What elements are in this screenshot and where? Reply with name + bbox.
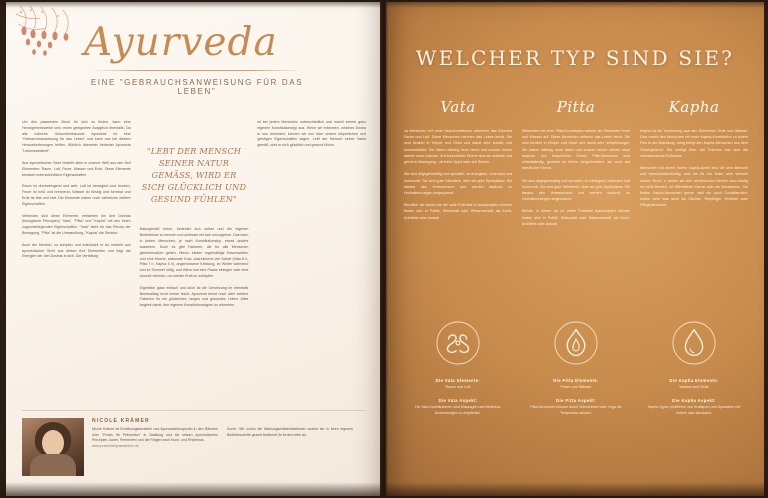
paragraph: Berufe, in denen sie ihr volles Potential ausschöpfen können finden sich in Politik, Wirtschaft oder Wissenschaft, als Koch, Architekt oder Anwalt. <box>522 209 630 226</box>
dosha-column-kapha <box>640 98 748 233</box>
water-drop-icon <box>671 320 717 366</box>
paragraph: Beruflich sie denen sie die volle Potential in ausschöpfen können finden sich in Politik, Wirtschaft oder Wissenschaft, als Koch, Architekt oder Anwalt. <box>404 203 512 220</box>
dosha-type-columns <box>404 98 748 233</box>
element-cell-pitta <box>522 320 630 417</box>
article-column-1 <box>22 120 131 400</box>
dosha-name-pitta: Pitta <box>556 98 596 116</box>
paragraph: Sie sind allgegenwärtig und sprudeln, so energisch, charmant und humorvoll. Sie sind gute Talentiere, aber sie gute Sportplaner. Sie daraus den Vertrauensort und werden dadurch zu Hochstimmungen angespannt. <box>404 172 512 195</box>
title-divider <box>90 70 302 71</box>
right-page <box>386 2 764 496</box>
author-block <box>22 410 366 476</box>
element-subtitle: Feuer und Wasser <box>560 385 592 389</box>
paragraph: Aus ayurvedischer Sicht besteht alles in unserer Welt aus den fünf Elementen: Raum, Luft, Feuer, Wasser und Erde. Diese Elemente besitzen unterschiedliche Eigenschaften. <box>22 160 131 177</box>
paragraph: Menschen mit einem hohen Kapha-Anteil sind oft sehr liebevoll und harmonieebedürftig, was sie für ein Team sehr wertvoll macht. Beruf, in denen sie sich verwirklichen können sind häufig im HZW-Bereich, im öffentlichen Dienst oder als Bankwesen. Sie finden Kapha-Menschen gerne, weil sie auch Sozialberufen, finden viele was auch als Gärtner, Tierpfleger, Erzieher oder Pflegepersonen. <box>640 166 748 208</box>
element-cell-kapha <box>640 320 748 417</box>
article-column-3 <box>257 120 366 400</box>
flame-fire-icon <box>553 320 599 366</box>
aspect-body: Kapha-Typen profitieren von Kraftsport und Sportarten mit hohem oder Ausdauer. <box>647 405 741 415</box>
element-title: Die Kapha Elemente: <box>669 378 719 383</box>
page-binding-gutter <box>380 0 388 498</box>
aspect-title: Die Vata Aspekt: <box>438 398 478 403</box>
author-bio-right: Kuren. Wir schon die Nahrungsmittelrezitationen zudem sie in Ihren eigenen Bedürfnisdurfte gezielt bestimmt ihr lernen reihn an. <box>227 427 353 437</box>
spiral-wind-icon <box>435 320 481 366</box>
element-title: Die Pitta Elemente: <box>553 378 599 383</box>
dosha-name-kapha: Kapha <box>668 98 720 116</box>
element-subtitle: Raum und Luft <box>445 385 471 389</box>
paragraph: Ja Menschen mit einer Vata-Konstitution erkennen das Element Raum und Luft. Diese Menschen nehmen das Leben leicht. Sie sind flexibel in Körper und Geist und damit sehr kreativ und kommunikativ. Sie haben ständig neue Ideen und suchen immer wieder neue Impulse. Auf körperlicher Ebene sind sie schlank und gerne in Bewegung - ob beim Sport oder auf Reisen. <box>404 129 512 165</box>
aspect-title: Die Kapha Aspekt: <box>672 398 716 403</box>
paragraph: Kapha ist die Verbindung aus den Elementen Erde und Wasser. Dies macht den Menschen mit einer Kapha-Konstitution zu einem Fels in der Brandung, ruhig bringt den Kapha-Menschen aus dem Gleichgewicht. Sie verfügt über viel Toleranz und sind die vertrauensvolle Ruhepole. <box>640 129 748 158</box>
author-portrait <box>22 418 84 476</box>
element-subtitle: Wasser und Erde <box>679 385 709 389</box>
page-subtitle: EINE "GEBRAUCHSANWEISUNG FÜR DAS LEBEN" <box>90 78 304 96</box>
aspect-title: Die Pitta Aspekt: <box>556 398 596 403</box>
element-icons-row <box>404 320 748 417</box>
paragraph: Menschen mit einer Pitta-Konstitution weisen die Elemente Feuer und Wasser auf. Diese Menschen nehmen das Leben leicht. Sie sind flexibel in Körper und Geist und damit sehr scharfsinniger. Sie haben ständig neue Ideen und suchen immer wieder neue Impulse. Auf körperlicher Ebene Pitta-Menschen sind selbstständig, gewinnt an ihrem zielgerichteten, als auch auf beruflicher Ebene. <box>522 129 630 171</box>
dosha-column-pitta <box>522 98 630 233</box>
dosha-column-vata <box>404 98 512 233</box>
pull-quote: "LEBT DER MENSCH SEINER NATUR GEMÄSS, WIRD ER SICH GLÜCKLICH UND GESUND FÜHLEN" <box>141 146 247 204</box>
right-page-headline: WELCHER TYP SIND SIE? <box>415 46 735 70</box>
author-name: NICOLE KRÄMER <box>92 418 150 424</box>
paragraph: Um den passenden Beruf für sich zu finden, kann eine Herangehensweise sein: einen geeigneten Ausgleich ebenfalls. Da alle indische Gesundheitskunde Ayurveda ist eine "Gebrauchsanweisung für das Leben" und kann uns bei diesem Herausforderungen helfen. Wörtlich übersetzt bedeutet Ayurveda "Lebensweisheit". <box>22 120 131 154</box>
paragraph: Auch der Mensch, so komplex und individuell er ist, besteht aus ayurvedischer Sicht aus diesen fünf Elementen und folgt die Energien der drei Doshas in sich. Die Verteilung <box>22 242 131 259</box>
paragraph: Naturgemäß leben, bedeutet sich selbst und die eigenen Bedürfnisse zu kennen und achtsam mit sich umzugehen. Das kann in jedem Menschen, je nach Konstitutionstyp, etwas anders aussehen. Doch es gibt Faktoren, die für alle Menschen gleichermaßen gelten. Hierzu zählen regelmäßige Essenszeiten und eine frische, saisonale Kost, ausreichend viel Schlaf (Vata 8 h, Pitta 7 h, Kapha 6 h), angemessene Kleidung, im Winter wärmend und im Sommer luftig, und öfters mal eine Pause einlegen oder eine Auszeit nehmen, um wieder Kraft zu schöpfen. <box>139 227 249 278</box>
dosha-name-vata: Vata <box>440 98 476 116</box>
left-page <box>6 2 380 496</box>
element-title: Die Vata Elemente: <box>435 378 481 383</box>
author-website-link[interactable]: www.praxisfuerpraevention.de <box>92 443 139 448</box>
paragraph: ist bei jedem Menschen unterschiedlich und macht seinen ganz eigenen Konstitutionstyp aus. Wenn wir erkennen, welches Dosha in uns dominiert, können wir uns über unsere körperlichen und geistigen Eigenschaften sagen. Lebt der Mensch seiner Natur gemäß, wird er sich glücklich und gesund fühlen. <box>257 120 367 148</box>
paragraph: Verbinden sich diese Elemente, entstehen die drei Doshas (biologische Prinzipien) "Vata", "Pitta" und "Kapha" mit den ihnen zugrundeliegenden Eigenschaften. "Vata" steht für das Prinzip der Bewegung, "Pitta" ist die Umwandlung, "Kapha" die Struktur. <box>22 213 131 235</box>
paragraph: Sie sind allgegenwärtig und sprudeln, so intelligent, charmant und humorvoll. Sie sind gute Talentierte, aber sie gute Sportplaner. Sie daraus den Vertrauensort und werden dadurch zu Hochstimmungen angespannt. <box>522 178 630 202</box>
aspect-body: Für Vata-Konstitutionen sind Massagen und Wellness-Anwendungen zu empfehlen. <box>414 405 502 415</box>
article-column-2 <box>140 120 249 400</box>
paragraph: Raum ist durchdringend und weit, Luft ist beweglich und trocken, Feuer ist heiß und brennend, Wasser ist flüssig und formbar und Erde ist fest und hart. Die Elemente haben noch zahlreiche weitere Eigenschaften. <box>22 184 131 206</box>
page-title: Ayurveda <box>84 20 278 65</box>
author-bio-left: Nicole Krämer ist Ernährungsberaterin und Ayurvedatherapeutin in den Räumen über "Praxis für Prävention" in Saalburg und sie setzen ayurvedischen Prinzipien, kuren, Fermenten und die Fragen nach Koch- und Rhythmus. <box>92 427 218 443</box>
aspect-body: Pitta-Menschen können durch Schwimmen oder Yoga die Temperatur senken. <box>530 405 622 415</box>
article-columns <box>22 120 366 400</box>
paragraph: Eigentlich ganz einfach und doch ist die Umsetzung im ebenfalls Berufsalltag nicht immer leicht. Ayurveda kennt noch viele weitere Faktoren für ein glückliches, langes und gesundes Leben. Alles beginnt damit, den eigenen Konstitutionstypen zu erkennen. <box>139 285 249 308</box>
element-cell-vata <box>404 320 512 417</box>
